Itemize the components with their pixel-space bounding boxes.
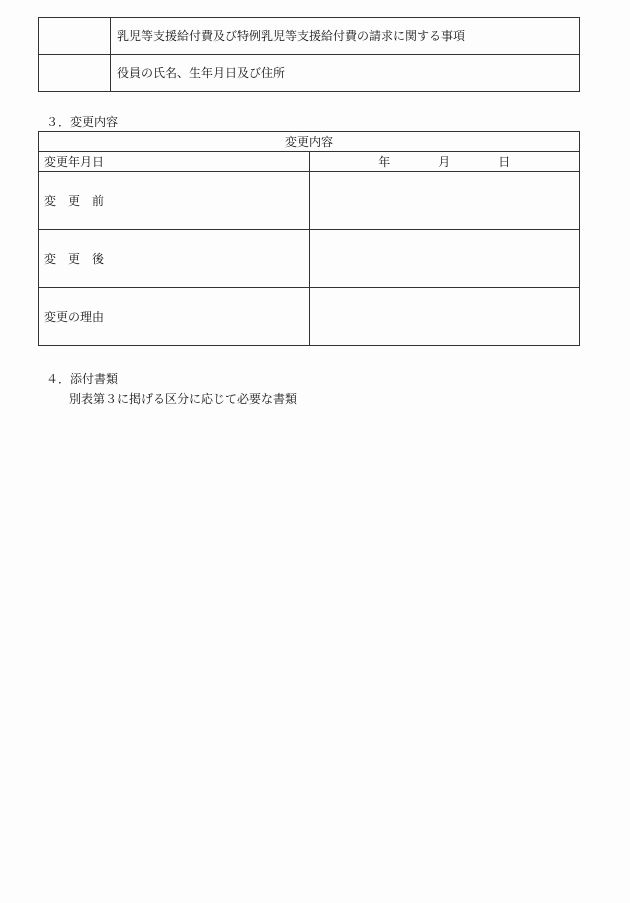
change-date-field[interactable] [309, 152, 580, 172]
table-row [39, 18, 580, 55]
change-reason-field[interactable] [309, 288, 580, 346]
before-change-field[interactable] [309, 172, 580, 230]
item-label-cell [39, 55, 111, 92]
table-row [39, 172, 580, 230]
month-unit: 月 [438, 154, 451, 169]
table-row [39, 152, 580, 172]
attachment-note: 別表第３に掲げる区分に応じて必要な書類 [69, 392, 298, 406]
after-change-field[interactable] [309, 230, 580, 288]
change-content-table [38, 131, 580, 346]
year-unit: 年 [378, 154, 391, 169]
top-items-table [38, 17, 580, 92]
table-header-row [39, 132, 580, 152]
change-reason-label: 変更の理由 [39, 288, 310, 346]
table-row [39, 288, 580, 346]
change-date-label: 変更年月日 [39, 152, 310, 172]
table-row [39, 55, 580, 92]
table-row [39, 230, 580, 288]
day-unit: 日 [498, 154, 511, 169]
section-3-heading: ３．変更内容 [46, 115, 119, 129]
before-change-label: 変 更 前 [39, 172, 310, 230]
item-label-cell [39, 18, 111, 55]
item-text-cell: 乳児等支援給付費及び特例乳児等支援給付費の請求に関する事項 [111, 18, 580, 55]
after-change-label: 変 更 後 [39, 230, 310, 288]
item-text-cell: 役員の氏名、生年月日及び住所 [111, 55, 580, 92]
section-4-heading: ４．添付書類 [46, 372, 119, 386]
change-content-header: 変更内容 [39, 132, 580, 152]
